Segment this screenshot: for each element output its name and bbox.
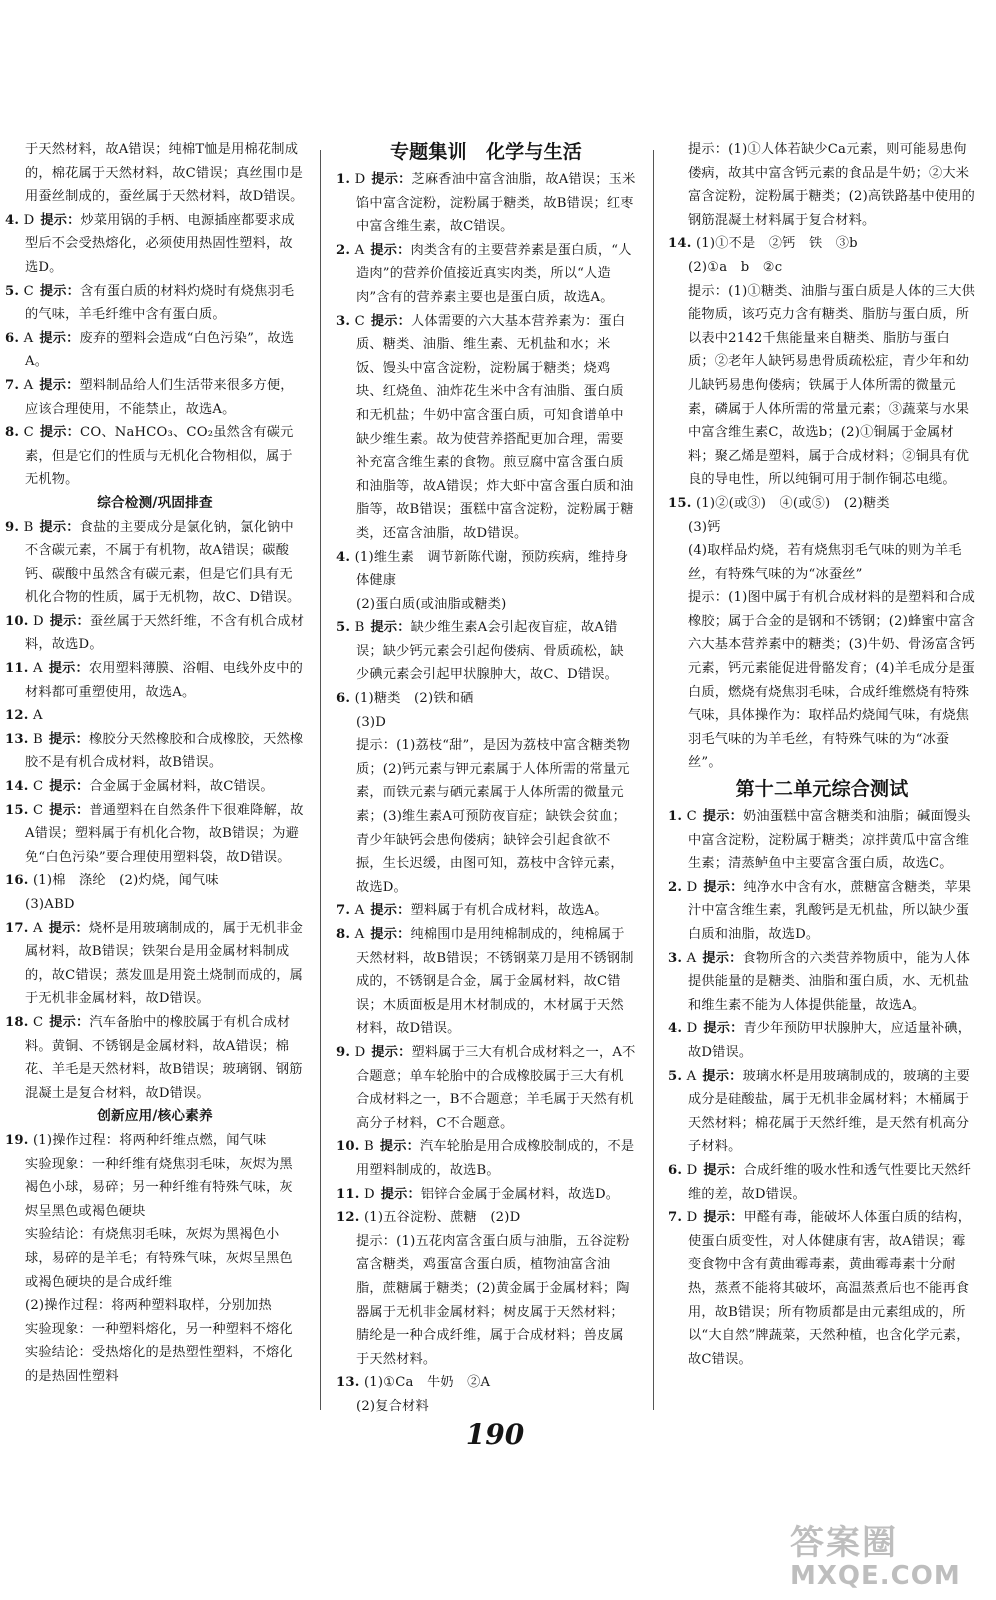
hint-label: 提示： [49, 613, 90, 629]
hint-label: 提示： [702, 1068, 743, 1084]
question-number: 1. [336, 172, 351, 187]
continuation-text: (3)钙 [688, 519, 721, 535]
answer-item [5, 657, 305, 704]
answer-item [5, 1129, 305, 1153]
question-number: 11. [5, 661, 29, 677]
continuation-text: 提示：(1)①糖类、油脂与蛋白质是人体的三大供能物质，该巧克力含有糖类、脂肪与蛋白质，所以表中2142千焦能量来自糖类、脂肪与蛋白质；②老年人缺钙易患骨质疏松症，青少年和幼儿缺钙易患佝偻病；铁属于人体所需的微量元素，磷属于人体所需的常量元素；③蔬菜与水果中富含维生素C，故选b；(2)①铜属于金属材料；聚乙烯是塑料，属于合成材料；②铜具有优良的导电性，所以纯铜可用于制作铜芯电缆。 [688, 283, 976, 488]
question-number: 17. [5, 920, 29, 936]
question-number: 12. [336, 1210, 360, 1226]
answer-item [5, 869, 305, 893]
explanation-text: CO、NaHCO₃、CO₂虽然含有碳元素，但是它们的性质与无机化合物相似，属于无机物。 [25, 425, 294, 488]
answer-item [336, 310, 636, 546]
hint-label: 提示： [39, 330, 80, 346]
answer-choice: A [354, 242, 365, 258]
continuation-text: (2)操作过程：将两种塑料取样，分别加热 [25, 1298, 272, 1314]
section-title: 专题集训 化学与生活 [389, 141, 582, 163]
answer-item [336, 1206, 636, 1230]
answer-item [336, 168, 636, 239]
answer-item [668, 1017, 976, 1064]
hint-label: 提示： [48, 661, 89, 677]
question-number: 6. [5, 330, 20, 346]
watermark-logo [790, 1524, 990, 1594]
answer-choice: A [32, 708, 43, 724]
continuation-text: 提示：(1)荔枝“甜”，是因为荔枝中富含糖类物质；(2)钙元素与钾元素属于人体所需的常量元素，而铁元素与硒元素属于人体所需的微量元素；(3)维生素A可预防夜盲症；缺铁会贫血；青少年缺钙会患佝偻病；缺锌会引起食欲不振，生长迟缓，由图可知，荔枝中含锌元素，故选D。 [356, 738, 631, 895]
answer-item [668, 947, 976, 1018]
continuation-text: (2)蛋白质(或油脂或糖类) [356, 596, 507, 612]
answer-item [5, 917, 305, 1011]
answer-item [336, 546, 636, 593]
answer-item [5, 775, 305, 799]
continuation-text: 实验结论：受热熔化的是热塑性塑料，不熔化的是热固性塑料 [25, 1345, 293, 1384]
hint-label: 提示： [48, 920, 89, 936]
answer-item [5, 610, 305, 657]
column-divider-1 [320, 150, 321, 1410]
answer-item [5, 280, 305, 327]
question-number: 9. [336, 1044, 351, 1060]
explanation-text: 普通塑料在自然条件下很难降解，故A错误；塑料属于有机化合物，故B错误；为避免“白色污染”要合理使用塑料袋，故D错误。 [25, 802, 304, 865]
explanation-text: 纯净水中含有水，蔗糖富含糖类，苹果汁中富含维生素，乳酸钙是无机盐，所以缺少蛋白质和油脂，故选D。 [688, 879, 972, 942]
answer-choice: A [686, 950, 697, 966]
explanation-text: 含有蛋白质的材料灼烧时有烧焦羽毛的气味，羊毛纤维中含有蛋白质。 [25, 283, 295, 323]
question-number: 1. [668, 809, 683, 825]
explanation-text: 奶油蛋糕中富含糖类和油脂；碱面馒头中富含淀粉，淀粉属于糖类；凉拌黄瓜中富含维生素；清蒸鲈鱼中主要富含蛋白质，故选C。 [688, 809, 971, 872]
continuation-text: 实验结论：有烧焦羽毛味，灰烬为黑褐色小球，易碎的是羊毛；有特殊气味，灰烬呈黑色或褐色硬块的是合成纤维 [25, 1227, 293, 1290]
answer-choice: C [32, 1014, 44, 1030]
question-number: 15. [5, 802, 29, 818]
hint-label: 提示： [370, 313, 412, 329]
answer-choice: A [354, 903, 365, 919]
answer-item [5, 327, 305, 374]
explanation-text: 合金属于金属材料，故C错误。 [89, 779, 274, 795]
explanation-text: 汽车轮胎是用合成橡胶制成的，不是用塑料制成的，故选B。 [356, 1139, 635, 1178]
answer-choice: B [363, 1139, 374, 1155]
explanation-text: 塑料属于有机合成材料，故选A。 [410, 903, 608, 919]
question-number: 4. [668, 1021, 683, 1037]
answer-choice: A [32, 920, 43, 936]
question-number: 4. [5, 212, 20, 228]
answer-choice: C [23, 425, 34, 441]
hint-label: 提示： [49, 1014, 90, 1030]
answer-choice: (1)①不是 ②钙 铁 ③b [695, 236, 858, 252]
explanation-text: 塑料制品给人们生活带来很多方便，应该合理使用，不能禁止，故选A。 [25, 377, 294, 417]
explanation-text: 缺少维生素A会引起夜盲症，故A错误；缺少钙元素会引起佝偻病、骨质疏松，缺少碘元素会引起甲状腺肿大，故C、D错误。 [356, 620, 624, 683]
continuation-text: 实验现象：一种纤维有烧焦羽毛味，灰烬为黑褐色小球，易碎；另一种纤维有特殊气味，灰烬呈黑色或褐色硬块 [25, 1156, 293, 1219]
explanation-text: 青少年预防甲状腺肿大，应适量补碘，故D错误。 [688, 1021, 972, 1060]
question-number: 5. [5, 283, 20, 299]
hint-label: 提示： [40, 212, 81, 228]
column-1 [5, 138, 305, 1388]
answer-choice: A [23, 330, 34, 346]
question-number: 5. [668, 1068, 683, 1084]
answer-choice: C [32, 802, 44, 818]
answer-choice: B [23, 519, 34, 535]
watermark-bottom-text: MXQE.COM [790, 1561, 961, 1591]
hint-label: 提示： [49, 779, 90, 795]
hint-label: 提示： [370, 903, 411, 919]
explanation-text: 农用塑料薄膜、浴帽、电线外皮中的材料都可重塑使用，故选A。 [25, 661, 304, 700]
hint-label: 提示： [371, 1044, 412, 1060]
question-number: 13. [336, 1375, 360, 1391]
answer-choice: (1)②(或③) ④(或⑤) (2)糖类 [695, 495, 890, 511]
answer-item [668, 232, 976, 256]
answer-item [336, 1183, 636, 1207]
answer-choice: (1)棉 涤纶 (2)灼烧，闻气味 [32, 873, 219, 889]
explanation-text: 食物所含的六类营养物质中，能为人体提供能量的是糖类、油脂和蛋白质，水、无机盐和维生素不能为人体提供能量，故选A。 [688, 950, 971, 1013]
question-number: 2. [668, 879, 683, 895]
question-number: 12. [5, 708, 29, 724]
hint-label: 提示： [371, 172, 412, 187]
hint-label: 提示： [39, 283, 81, 299]
question-number: 14. [668, 236, 692, 252]
section-heading: 综合检测/巩固排查 [97, 494, 213, 511]
continuation-text: (3)ABD [25, 897, 75, 912]
answer-item [336, 923, 636, 1041]
answer-item [668, 876, 976, 947]
answer-choice: B [354, 620, 365, 636]
question-number: 15. [668, 495, 692, 511]
hint-label: 提示： [379, 1139, 421, 1155]
page-number: 190 [465, 1418, 525, 1451]
answer-item [336, 616, 636, 687]
column-3 [668, 138, 976, 1371]
hint-label: 提示： [380, 1186, 421, 1202]
answer-item [5, 728, 305, 775]
answer-item [668, 805, 976, 876]
hint-label: 提示： [702, 809, 744, 825]
hint-label: 提示： [703, 1210, 744, 1226]
explanation-text: 人体需要的六大基本营养素为：蛋白质、糖类、油脂、维生素、无机盐和水；米饭、馒头中富含淀粉，淀粉属于糖类；烧鸡块、红烧鱼、油炸花生米中含有油脂、蛋白质和无机盐；牛奶中富含蛋白质，可知食谱单中缺少维生素。故为使营养搭配更加合理，需要补充富含维生素的食物。煎豆腐中富含蛋白质和油脂等，故A错误；炸大虾中富含蛋白质和油脂等，故B错误；蛋糕中富含淀粉，淀粉属于糖类，还富含油脂，故D错误。 [356, 313, 634, 541]
explanation-text: 橡胶分天然橡胶和合成橡胶，天然橡胶不是有机合成材料，故B错误。 [25, 731, 304, 771]
explanation-text: 食盐的主要成分是氯化钠，氯化钠中不含碳元素，不属于有机物，故A错误；碳酸钙、碳酸中虽然含有碳元素，但是它们具有无机化合物的性质，属于无机物，故C、D错误。 [25, 519, 301, 606]
answer-item [5, 704, 305, 728]
question-number: 5. [336, 620, 351, 636]
section-heading: 创新应用/核心素养 [97, 1108, 213, 1125]
answer-item [668, 1065, 976, 1159]
answer-choice: D [686, 1162, 698, 1178]
question-number: 11. [336, 1186, 360, 1202]
explanation-text: 烧杯是用玻璃制成的，属于无机非金属材料，故B错误；铁架台是用金属材料制成的，故C错误；蒸发皿是用瓷土烧制而成的，属于无机非金属材料，故D错误。 [25, 920, 304, 1007]
answer-item [336, 239, 636, 310]
hint-label: 提示： [370, 620, 411, 636]
answer-choice: (1)糖类 (2)铁和硒 [354, 691, 474, 707]
answer-item [336, 1135, 636, 1182]
question-number: 7. [5, 377, 20, 393]
question-number: 7. [668, 1210, 683, 1226]
explanation-text: 塑料属于三大有机合成材料之一，A不合题意；单车轮胎中的合成橡胶属于三大有机合成材料之一，B不合题意；羊毛属于天然有机高分子材料，C不合题意。 [356, 1044, 636, 1131]
explanation-text: 合成纤维的吸水性和透气性要比天然纤维的差，故D错误。 [688, 1162, 972, 1202]
answer-choice: A [686, 1068, 697, 1084]
question-number: 6. [336, 691, 351, 707]
answer-item [5, 421, 305, 492]
answer-choice: (1)五谷淀粉、蔗糖 (2)D [363, 1210, 521, 1226]
hint-label: 提示： [703, 879, 744, 895]
continuation-text: (3)D [356, 714, 387, 730]
question-number: 9. [5, 519, 20, 535]
answer-choice: D [354, 1044, 366, 1060]
hint-label: 提示： [48, 731, 90, 747]
question-number: 19. [5, 1132, 29, 1148]
continuation-text: (4)取样品灼烧，若有烧焦羽毛气味的则为羊毛丝，有特殊气味的为“冰蚕丝” [688, 543, 962, 582]
answer-choice: D [686, 1021, 698, 1037]
watermark-top-text: 答案圈 [790, 1523, 898, 1563]
question-number: 2. [336, 242, 351, 258]
continuation-text: (2)①a b ②c [688, 259, 783, 275]
question-number: 16. [5, 873, 29, 889]
hint-label: 提示： [703, 1021, 744, 1037]
answer-choice: D [686, 879, 698, 895]
question-number: 14. [5, 779, 29, 795]
answer-choice: A [354, 927, 365, 942]
explanation-text: 芝麻香油中富含油脂，故A错误；玉米馅中富含淀粉，淀粉属于糖类，故B错误；红枣中富含维生素，故C错误。 [356, 172, 636, 235]
explanation-text: 肉类含有的主要营养素是蛋白质，“人造肉”的营养价值接近真实肉类，所以“人造肉”含有的营养素主要也是蛋白质，故选A。 [356, 242, 632, 305]
answer-item [668, 1159, 976, 1206]
continuation-text: 于天然材料，故A错误；纯棉T恤是用棉花制成的，棉花属于天然材料，故C错误；真丝围巾是用蚕丝制成的，蚕丝属于天然材料，故D错误。 [25, 142, 304, 205]
answer-choice: C [686, 809, 697, 825]
answer-item [5, 799, 305, 870]
question-number: 6. [668, 1162, 683, 1178]
section-title: 第十二单元综合测试 [735, 778, 909, 801]
column-divider-2 [653, 150, 654, 1410]
hint-label: 提示： [370, 242, 411, 258]
continuation-text: 提示：(1)①人体若缺少Ca元素，则可能易患佝偻病，故其中富含钙元素的食品是牛奶；②大米富含淀粉，淀粉属于糖类；(2)高铁路基中使用的钢筋混凝土材料属于复合材料。 [688, 142, 976, 228]
answer-choice: A [23, 377, 34, 393]
answer-item [5, 1011, 305, 1105]
answer-item [336, 899, 636, 923]
hint-label: 提示： [370, 927, 411, 942]
explanation-text: 纯棉围巾是用纯棉制成的，纯棉属于天然材料，故B错误；不锈钢菜刀是用不锈钢制成的，不锈钢是合金，属于金属材料，故C错误；木质面板是用木材制成的，木材属于天然材料，故D错误。 [356, 927, 634, 1037]
question-number: 3. [668, 950, 683, 966]
answer-choice: C [354, 313, 365, 329]
answer-item [668, 1206, 976, 1371]
answer-item [668, 492, 976, 516]
hint-label: 提示： [39, 425, 81, 441]
answer-choice: D [23, 212, 35, 228]
answer-item [5, 209, 305, 280]
explanation-text: 铝锌合金属于金属材料，故选D。 [420, 1186, 620, 1202]
question-number: 18. [5, 1014, 29, 1030]
answer-choice: D [32, 613, 44, 629]
continuation-text: 提示：(1)五花肉富含蛋白质与油脂，五谷淀粉富含糖类，鸡蛋富含蛋白质，植物油富含油脂，蔗糖属于糖类；(2)黄金属于金属材料；陶器属于无机非金属材料；树皮属于天然材料；腈纶是一种合成纤维，属于合成材料；兽皮属于天然材料。 [356, 1233, 630, 1367]
answer-choice: (1)①Ca 牛奶 ②A [363, 1375, 491, 1391]
answer-choice: D [686, 1210, 698, 1226]
continuation-text: (2)复合材料 [356, 1398, 429, 1414]
answer-item [336, 1371, 636, 1395]
question-number: 8. [5, 425, 20, 441]
explanation-text: 蚕丝属于天然纤维，不含有机合成材料，故选D。 [25, 613, 305, 653]
answer-item [5, 516, 305, 610]
answer-choice: C [23, 283, 34, 299]
explanation-text: 甲醛有毒，能破坏人体蛋白质的结构，使蛋白质变性，对人体健康有害，故A错误；霉变食物中含有黄曲霉毒素，黄曲霉毒素十分耐热，蒸煮不能将其破坏，高温蒸煮后也不能再食用，故B错误；所有物质都是由元素组成的，所以“大自然”牌蔬菜，天然种植，也含化学元素，故C错误。 [688, 1210, 972, 1367]
hint-label: 提示： [39, 519, 80, 535]
answer-choice: B [32, 731, 43, 747]
answer-choice: D [354, 172, 366, 187]
question-number: 10. [336, 1139, 360, 1155]
answer-choice: (1)操作过程：将两种纤维点燃，闻气味 [32, 1132, 267, 1148]
answer-choice: C [32, 779, 44, 795]
question-number: 7. [336, 903, 351, 919]
question-number: 3. [336, 313, 351, 329]
answer-choice: A [32, 661, 43, 677]
column-2 [336, 138, 636, 1418]
question-number: 4. [336, 549, 351, 565]
hint-label: 提示： [39, 377, 80, 393]
hint-label: 提示： [702, 950, 743, 966]
hint-label: 提示： [703, 1162, 744, 1178]
explanation-text: 炒菜用锅的手柄、电源插座都要求成型后不会受热熔化，必须使用热固性塑料，故选D。 [25, 212, 295, 275]
question-number: 13. [5, 731, 29, 747]
explanation-text: 汽车备胎中的橡胶属于有机合成材料。黄铜、不锈钢是金属材料，故A错误；棉花、羊毛是天然材料，故B错误；玻璃钢、钢筋混凝土是复合材料，故D错误。 [25, 1014, 303, 1101]
answer-choice: D [363, 1186, 375, 1202]
answer-choice: (1)维生素 调节新陈代谢，预防疾病，维持身体健康 [354, 549, 629, 589]
question-number: 8. [336, 927, 351, 942]
answer-item [5, 374, 305, 421]
explanation-text: 废弃的塑料会造成“白色污染”，故选A。 [25, 330, 295, 370]
answer-item [336, 687, 636, 711]
hint-label: 提示： [49, 802, 90, 818]
continuation-text: 实验现象：一种塑料熔化，另一种塑料不熔化 [25, 1321, 293, 1337]
answer-item [336, 1041, 636, 1135]
continuation-text: 提示：(1)图中属于有机合成材料的是塑料和合成橡胶；属于合金的是钢和不锈钢；(2)蜂蜜中富含六大基本营养素中的糖类；(3)牛奶、骨汤富含钙元素，钙元素能促进骨骼发育；(4)羊毛成分是蛋白质，燃烧有烧焦羽毛味，合成纤维燃烧有特殊气味，具体操作为：取样品灼烧闻气味，有烧焦羽毛气味的为羊毛丝，有特殊气味的为“冰蚕丝”。 [688, 590, 976, 771]
question-number: 10. [5, 613, 29, 629]
explanation-text: 玻璃水杯是用玻璃制成的，玻璃的主要成分是硅酸盐，属于无机非金属材料；木桶属于天然材料；棉花属于天然纤维，是天然有机高分子材料。 [688, 1068, 971, 1155]
